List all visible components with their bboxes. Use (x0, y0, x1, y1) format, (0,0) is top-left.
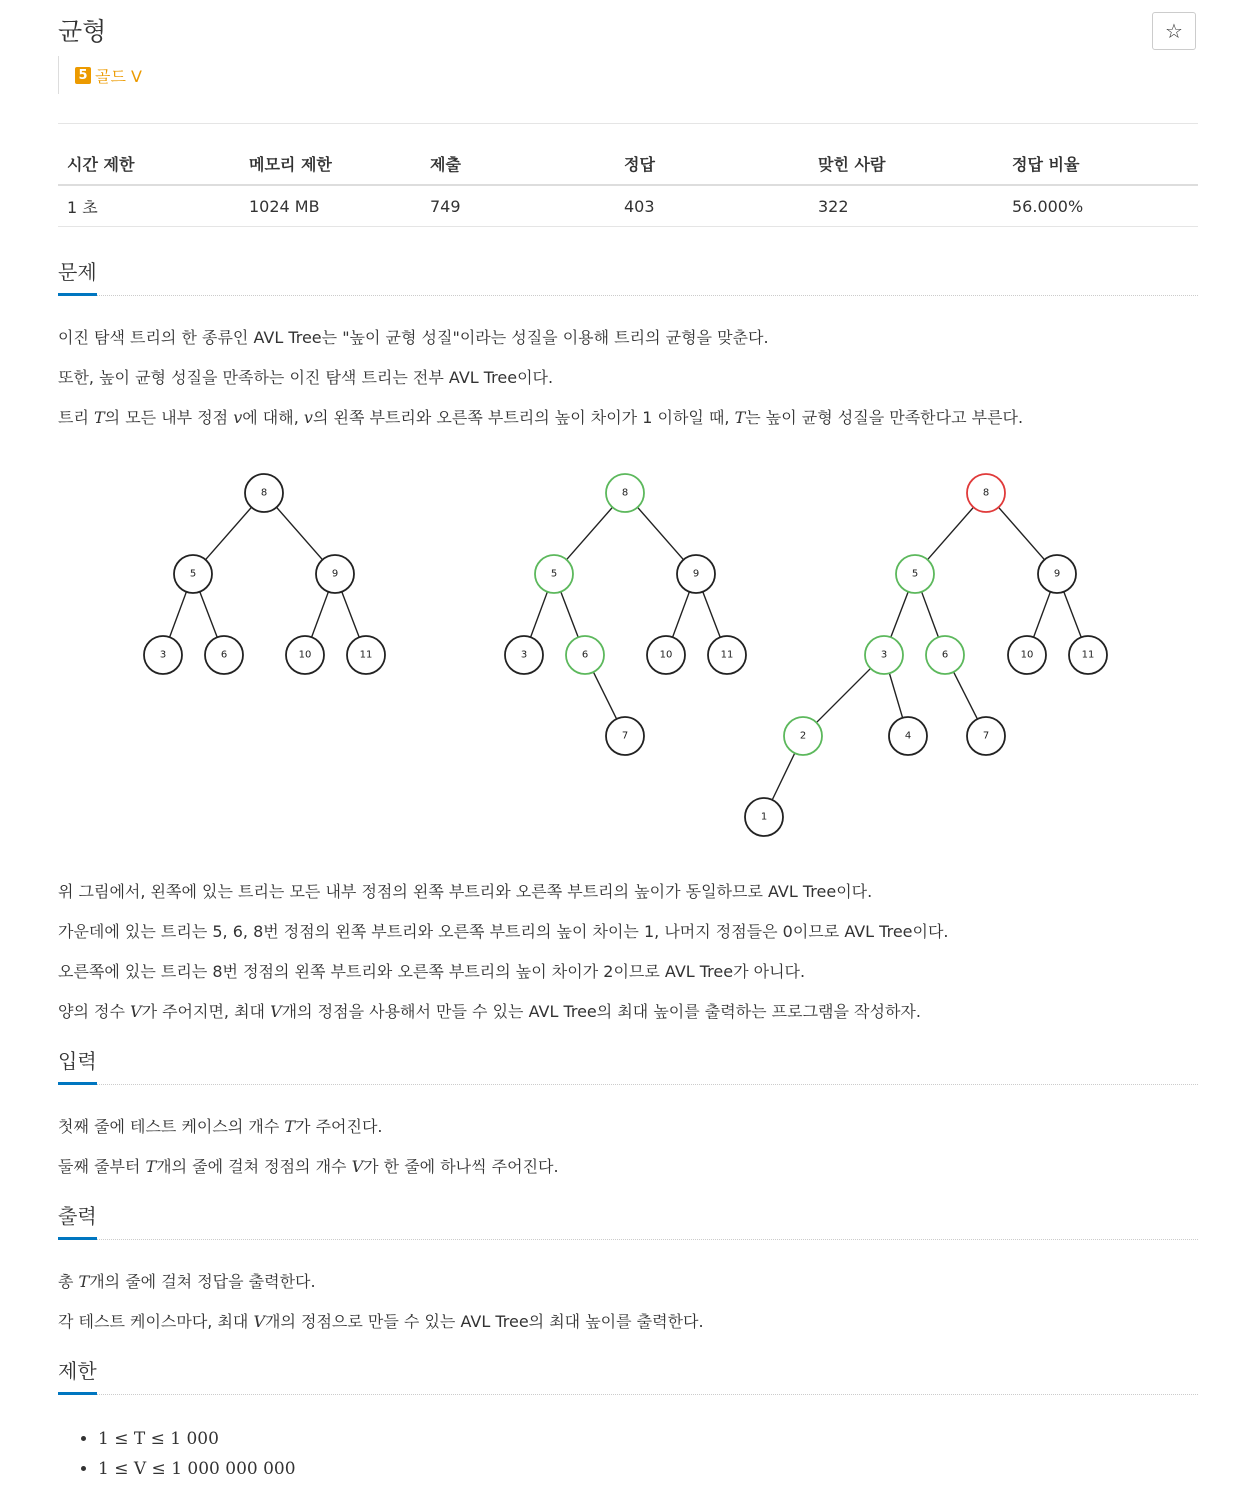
tree-edge (312, 592, 329, 637)
header-accepted: 정답 (615, 142, 809, 185)
tree-node-label: 2 (799, 730, 807, 742)
tree-edge (772, 753, 795, 800)
input-line-2: 둘째 줄부터 T개의 줄에 걸쳐 정점의 개수 V가 한 줄에 하나씩 주어진다. (58, 1157, 559, 1176)
header-submissions: 제출 (421, 142, 615, 185)
tree-edge (891, 592, 908, 638)
section-input-title: 입력 (58, 1046, 97, 1085)
avl-tree-figure (0, 455, 1248, 845)
tree-node-label: 9 (1053, 568, 1061, 580)
math-T: T (145, 1157, 157, 1176)
value-solvers[interactable]: 322 (809, 185, 1003, 227)
tier-badge-icon: 5 (75, 67, 91, 84)
tree-node-label: 11 (720, 649, 734, 661)
table-row (58, 185, 1198, 227)
tree-edge (593, 672, 616, 719)
section-limits-title: 제한 (58, 1356, 97, 1395)
section-output-title: 출력 (58, 1201, 97, 1240)
tree-node-label: 9 (692, 568, 700, 580)
math-T: T (78, 1272, 90, 1291)
math-v: v (233, 408, 243, 427)
output-line-1: 총 T개의 줄에 걸쳐 정답을 출력한다. (58, 1272, 316, 1291)
tree-node-label: 6 (581, 649, 589, 661)
tree-node-label: 8 (621, 487, 629, 499)
tree-node-label: 3 (880, 649, 888, 661)
tree-node-label: 5 (550, 568, 558, 580)
tree-node-label: 10 (659, 649, 673, 661)
tree-node-label: 4 (904, 730, 912, 742)
tree-edge (999, 507, 1045, 559)
tree-node-label: 6 (220, 649, 228, 661)
tree-edge (170, 592, 187, 637)
value-accept-ratio: 56.000% (1003, 185, 1198, 227)
description-p4: 위 그림에서, 왼쪽에 있는 트리는 모든 내부 정점의 왼쪽 부트리와 오른쪽 부트리의 높이가 동일하므로 AVL Tree이다. (58, 882, 873, 901)
value-time-limit: 1 초 (58, 185, 240, 227)
tree-node-label: 7 (982, 730, 990, 742)
tree-node-label: 11 (1081, 649, 1095, 661)
section-problem-title: 문제 (58, 257, 97, 296)
problem-title: 균형 (58, 17, 107, 46)
tree-node-label: 8 (260, 487, 268, 499)
tree-node-label: 5 (189, 568, 197, 580)
tree-edge (703, 592, 720, 638)
math-V: V (130, 1002, 142, 1021)
tree-edge (922, 592, 939, 637)
limit-T: • 1 ≤ T ≤ 1 000 (98, 1424, 296, 1454)
tree-node-label: 5 (911, 568, 919, 580)
tree-3 (745, 474, 1107, 836)
problem-info-table (58, 142, 1198, 227)
tree-edge (954, 672, 978, 719)
description-p6: 오른쪽에 있는 트리는 8번 정점의 왼쪽 부트리와 오른쪽 부트리의 높이 차이가 2이므로 AVL Tree가 아니다. (58, 962, 806, 981)
limit-V: • 1 ≤ V ≤ 1 000 000 000 (98, 1454, 296, 1484)
section-input-header (58, 1046, 1198, 1085)
tree-edge (561, 592, 578, 638)
description-p3: 트리 T의 모든 내부 정점 v에 대해, v의 왼쪽 부트리와 오른쪽 부트리의 높이 차이가 1 이하일 때, T는 높이 균형 성질을 만족한다고 부른다. (58, 408, 1024, 427)
divider (58, 123, 1198, 124)
limits-list (58, 1424, 296, 1484)
tree-edge (889, 673, 902, 718)
tree-2 (505, 474, 746, 755)
tree-1 (144, 474, 385, 674)
tree-edge (1034, 592, 1051, 637)
header-accept-ratio: 정답 비율 (1003, 142, 1198, 185)
math-T: T (94, 408, 105, 427)
math-T: T (734, 408, 746, 427)
value-submissions[interactable]: 749 (421, 185, 615, 227)
tree-node-label: 6 (941, 649, 949, 661)
description-p2: 또한, 높이 균형 성질을 만족하는 이진 탐색 트리는 전부 AVL Tree이다. (58, 368, 554, 387)
favorite-star-button[interactable] (1152, 12, 1196, 50)
tree-edge (567, 507, 613, 559)
math-v: v (303, 408, 313, 427)
tree-node-label: 7 (621, 730, 629, 742)
tree-edge (342, 592, 359, 638)
tree-node-label: 3 (159, 649, 167, 661)
tree-node-label: 10 (298, 649, 312, 661)
math-T: T (284, 1117, 296, 1136)
tree-node-label: 9 (331, 568, 339, 580)
header-solvers: 맞힌 사람 (809, 142, 1003, 185)
tree-node-label: 10 (1020, 649, 1034, 661)
tree-edge (1064, 592, 1081, 638)
section-output-header (58, 1201, 1198, 1240)
header-time-limit: 시간 제한 (58, 142, 240, 185)
input-line-1: 첫째 줄에 테스트 케이스의 개수 T가 주어진다. (58, 1117, 383, 1136)
math-V: V (351, 1157, 364, 1176)
table-header-row (58, 142, 1198, 185)
description-p5: 가운데에 있는 트리는 5, 6, 8번 정점의 왼쪽 부트리와 오른쪽 부트리의 높이 차이는 1, 나머지 정점들은 0이므로 AVL Tree이다. (58, 922, 949, 941)
tree-edge (816, 668, 870, 722)
description-p7: 양의 정수 V가 주어지면, 최대 V개의 정점을 사용해서 만들 수 있는 AVL Tree의 최대 높이를 출력하는 프로그램을 작성하자. (58, 1002, 921, 1021)
tree-edge (531, 592, 548, 637)
section-limits-header (58, 1356, 1198, 1395)
tree-node-label: 1 (760, 811, 768, 823)
description-p1: 이진 탐색 트리의 한 종류인 AVL Tree는 "높이 균형 성질"이라는 성질을 이용해 트리의 균형을 맞춘다. (58, 328, 769, 347)
tree-edge (928, 507, 974, 559)
value-accepted[interactable]: 403 (615, 185, 809, 227)
math-V: V (270, 1002, 282, 1021)
output-line-2: 각 테스트 케이스마다, 최대 V개의 정점으로 만들 수 있는 AVL Tree의 최대 높이를 출력한다. (58, 1312, 704, 1331)
tree-edge (200, 592, 217, 638)
tree-node-label: 3 (520, 649, 528, 661)
tier-info (58, 56, 142, 94)
tree-edge (277, 507, 323, 559)
star-icon: ☆ (1165, 19, 1183, 43)
section-problem-header (58, 257, 1198, 296)
value-memory-limit: 1024 MB (240, 185, 421, 227)
tree-edge (673, 592, 690, 637)
tree-node-label: 8 (982, 487, 990, 499)
tree-edge (638, 507, 684, 559)
tree-edge (206, 507, 252, 559)
math-V: V (253, 1312, 266, 1331)
tier-label[interactable]: 골드 V (95, 66, 142, 86)
tree-node-label: 11 (359, 649, 373, 661)
header-memory-limit: 메모리 제한 (240, 142, 421, 185)
